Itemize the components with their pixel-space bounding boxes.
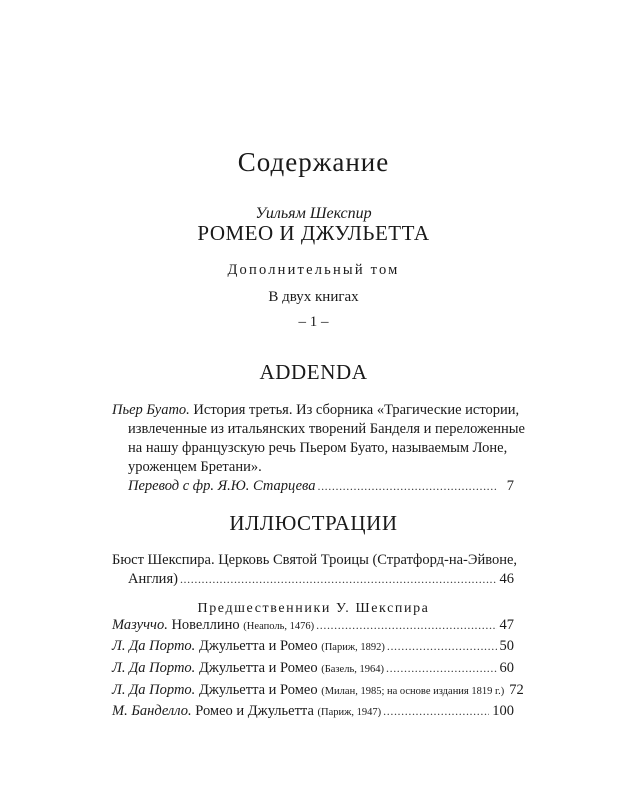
translator-credit: Перевод с фр. Я.Ю. Старцева — [128, 478, 316, 494]
page-number: 100 — [492, 703, 514, 719]
dot-leader — [386, 659, 497, 678]
book-title: РОМЕО И ДЖУЛЬЕТТА — [197, 221, 430, 245]
entry-line: извлеченные из итальянских творений Банделя и переложенные — [128, 421, 525, 437]
page-title: Содержание — [237, 147, 390, 177]
entry-note: (Париж, 1892) — [321, 642, 385, 653]
entry-note: (Неаполь, 1476) — [243, 621, 315, 632]
page-number: 47 — [499, 617, 514, 633]
entry-line: уроженцем Бретани». — [128, 459, 262, 475]
entry-title: Англия) — [128, 571, 178, 587]
entry-author: Пьер Буато. — [112, 402, 190, 418]
page-number: 50 — [499, 638, 514, 654]
entry-author: Л. Да Порто. — [112, 660, 196, 676]
entry-title: Джульетта и Ромео — [195, 638, 322, 654]
entry-title: История третья. Из сборника «Трагические истории, — [189, 402, 520, 418]
page-number: 60 — [499, 660, 514, 676]
illustrations-heading: ИЛЛЮСТРАЦИИ — [229, 511, 398, 535]
dot-leader — [316, 616, 496, 635]
toc-entry-boaistuau[interactable] — [112, 401, 525, 496]
page-number: 7 — [506, 478, 514, 494]
toc-entry[interactable] — [112, 681, 524, 701]
entry-author: Мазуччо. — [112, 617, 168, 633]
entry-note: (Базель, 1964) — [321, 664, 384, 675]
entry-note: (Париж, 1947) — [317, 707, 382, 718]
page-number: 46 — [499, 571, 514, 587]
predecessors-heading: Предшественники У. Шекспира — [197, 601, 430, 616]
dot-leader — [180, 570, 497, 589]
author-name: Уильям Шекспир — [255, 205, 372, 222]
page-number: 72 — [509, 682, 524, 698]
toc-entry[interactable] — [112, 702, 514, 722]
toc-entry[interactable] — [112, 659, 514, 679]
entry-title: Джульетта и Ромео — [195, 660, 322, 676]
entry-note: (Милан, 1985; на основе издания 1819 г.) — [321, 686, 505, 697]
dot-leader — [383, 702, 489, 721]
entry-translator-line — [112, 477, 514, 496]
entry-title: Джульетта и Ромео — [195, 682, 322, 698]
entry-author: М. Банделло. — [112, 703, 192, 719]
entry-line — [112, 570, 514, 589]
addenda-heading: ADDENDA — [259, 360, 368, 384]
entry-author: Л. Да Порто. — [112, 682, 196, 698]
entry-line: Бюст Шекспира. Церковь Святой Троицы (Стратфорд-на-Эйвоне, — [112, 552, 518, 568]
dot-leader — [387, 637, 497, 656]
entry-title: Ромео и Джульетта — [191, 703, 318, 719]
entry-line — [112, 401, 520, 420]
dot-leader — [317, 477, 497, 496]
entry-line: на нашу французскую речь Пьером Буато, называемым Лоне, — [128, 440, 508, 456]
toc-entry-bust[interactable] — [112, 551, 518, 589]
toc-entry[interactable] — [112, 616, 514, 636]
volume-label: Дополнительный том — [227, 262, 400, 278]
toc-entry[interactable] — [112, 637, 514, 657]
entry-author: Л. Да Порто. — [112, 638, 196, 654]
entry-title: Новеллино — [167, 617, 244, 633]
part-number: – 1 – — [298, 314, 329, 330]
books-label: В двух книгах — [268, 289, 359, 305]
